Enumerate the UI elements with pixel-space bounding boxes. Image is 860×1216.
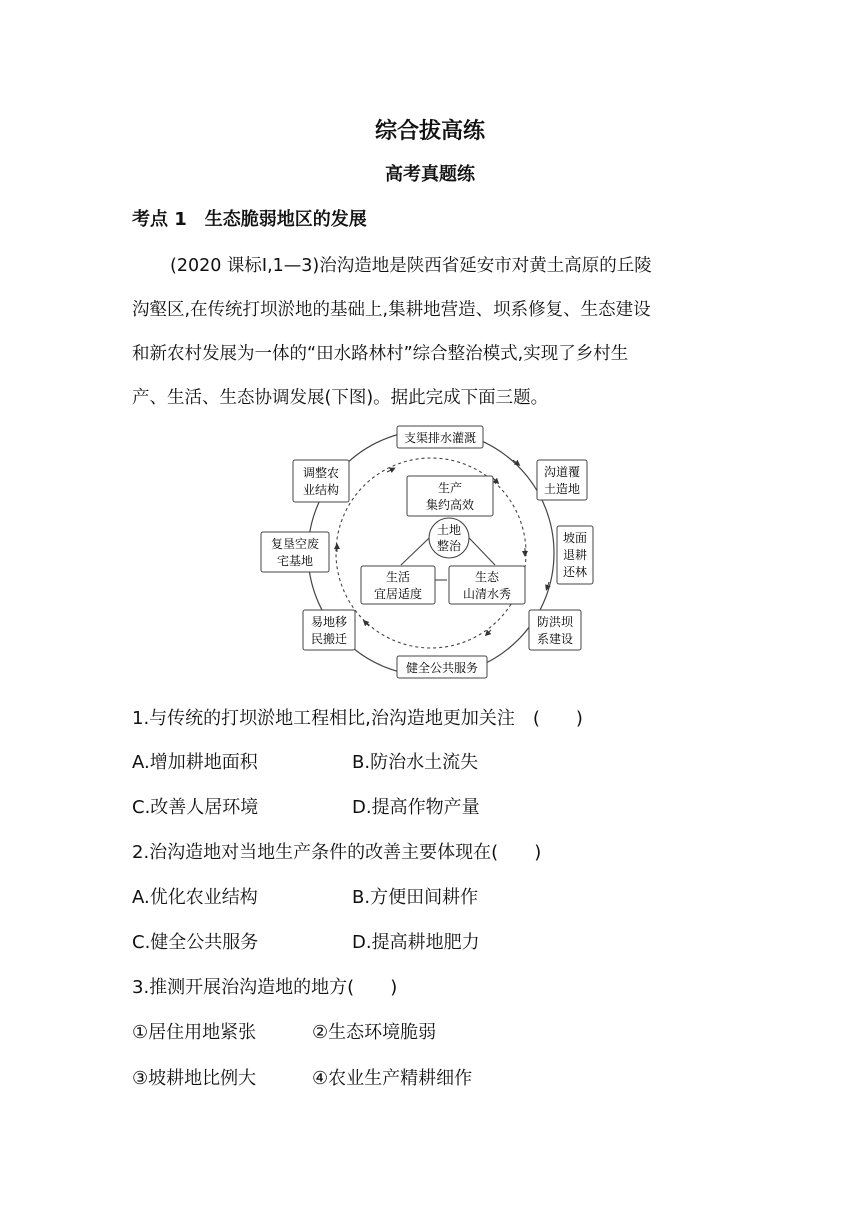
center-label: 整治 xyxy=(436,539,462,553)
outer-box-8 xyxy=(293,460,349,502)
q3-option-3[interactable]: ③坡耕地比例大 xyxy=(132,1068,257,1089)
page-title: 综合拔高练 xyxy=(374,119,485,144)
inner-box-label: 宜居适度 xyxy=(373,587,423,601)
passage-line: 产、生活、生态协调发展(下图)。据此完成下面三题。 xyxy=(132,388,549,408)
land-consolidation-diagram xyxy=(255,420,605,685)
outer-box-label: 民搬迁 xyxy=(310,632,348,646)
question-3-stem: 3.推测开展治沟造地的地方( ) xyxy=(132,977,398,998)
outer-box-2 xyxy=(537,460,587,500)
inner-box-label: 集约高效 xyxy=(425,498,475,512)
page-subtitle: 高考真题练 xyxy=(385,164,475,185)
outer-box-label: 调整农 xyxy=(302,466,340,480)
outer-box-label: 沟道覆 xyxy=(543,465,581,479)
outer-box-6 xyxy=(303,610,355,650)
outer-box-label: 防洪坝 xyxy=(536,615,574,629)
outer-box-label: 退耕 xyxy=(562,548,588,562)
outer-box-label: 还林 xyxy=(562,565,588,579)
center-label: 土地 xyxy=(436,523,462,537)
section-heading: 考点 1 生态脆弱地区的发展 xyxy=(132,209,367,230)
q3-option-2[interactable]: ②生态环境脆弱 xyxy=(312,1022,437,1043)
q2-option-d[interactable]: D.提高耕地肥力 xyxy=(352,932,480,953)
inner-box-ecology xyxy=(449,566,525,604)
inner-box-living xyxy=(361,566,435,604)
outer-box-label: 土造地 xyxy=(543,482,581,496)
outer-box-label: 业结构 xyxy=(302,483,340,497)
outer-box-1 xyxy=(397,426,483,448)
q2-option-a[interactable]: A.优化农业结构 xyxy=(132,887,258,908)
q1-option-d[interactable]: D.提高作物产量 xyxy=(352,797,480,818)
outer-box-label: 系建设 xyxy=(536,632,574,646)
q2-option-b[interactable]: B.方便田间耕作 xyxy=(352,887,479,908)
passage-line: (2020 课标Ⅰ,1—3)治沟造地是陕西省延安市对黄土高原的丘陵 xyxy=(170,256,652,276)
inner-box-production xyxy=(407,476,493,516)
outer-box-label: 坡面 xyxy=(562,531,588,545)
outer-box-3 xyxy=(557,526,593,584)
q1-option-a[interactable]: A.增加耕地面积 xyxy=(132,752,258,773)
question-1-stem: 1.与传统的打坝淤地工程相比,治沟造地更加关注 ( ) xyxy=(132,708,583,729)
q1-option-c[interactable]: C.改善人居环境 xyxy=(132,797,259,818)
outer-box-label: 支渠排水灌溉 xyxy=(403,431,477,445)
outer-box-7 xyxy=(261,532,329,572)
q2-option-c[interactable]: C.健全公共服务 xyxy=(132,932,259,953)
inner-box-label: 生活 xyxy=(385,570,411,584)
q3-option-1[interactable]: ①居住用地紧张 xyxy=(132,1022,257,1043)
outer-box-label: 易地移 xyxy=(310,615,348,629)
passage-line: 沟壑区,在传统打坝淤地的基础上,集耕地营造、坝系修复、生态建设 xyxy=(132,300,651,320)
inner-box-label: 山清水秀 xyxy=(462,587,512,601)
passage xyxy=(132,244,732,420)
inner-box-label: 生态 xyxy=(474,570,500,584)
outer-box-label: 健全公共服务 xyxy=(405,661,479,675)
q1-option-b[interactable]: B.防治水土流失 xyxy=(352,752,479,773)
inner-box-label: 生产 xyxy=(437,481,463,495)
question-2-stem: 2.治沟造地对当地生产条件的改善主要体现在( ) xyxy=(132,842,542,863)
outer-box-label: 宅基地 xyxy=(276,554,314,568)
passage-line: 和新农村发展为一体的“田水路林村”综合整治模式,实现了乡村生 xyxy=(132,344,629,364)
outer-box-label: 复垦空废 xyxy=(270,537,320,551)
outer-box-5 xyxy=(397,656,487,678)
q3-option-4[interactable]: ④农业生产精耕细作 xyxy=(312,1068,473,1089)
outer-box-4 xyxy=(529,610,581,650)
center-node xyxy=(429,518,469,558)
